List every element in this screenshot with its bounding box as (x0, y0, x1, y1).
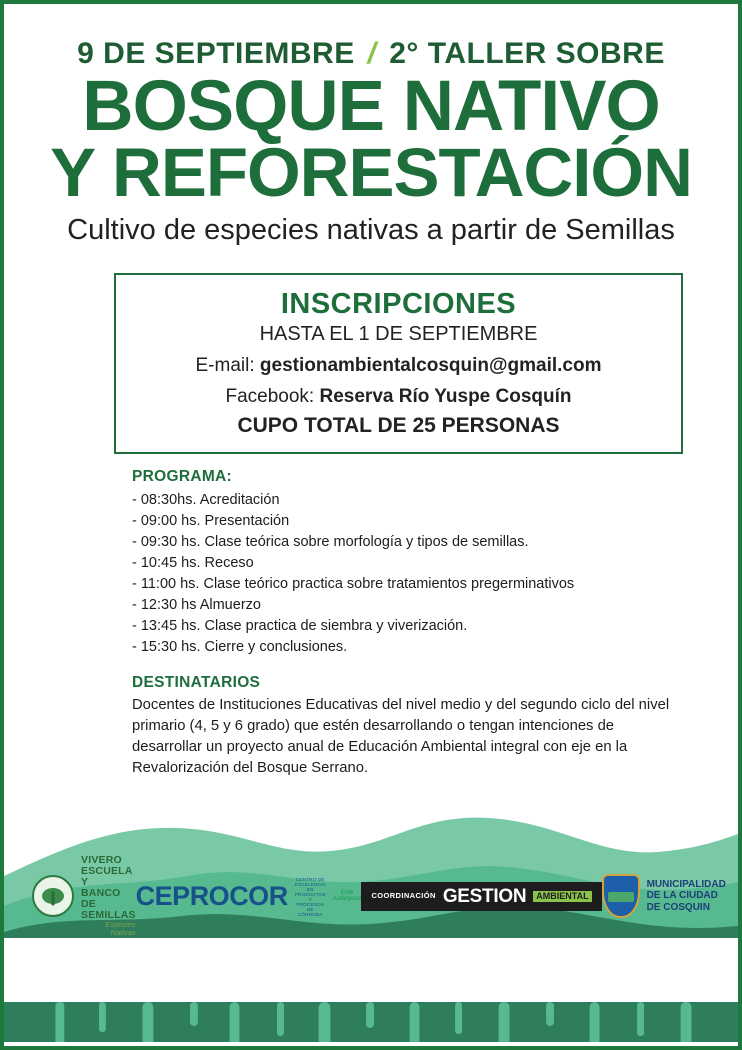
recipients-section (132, 674, 680, 779)
separator-slash: / (367, 37, 377, 70)
facebook-value[interactable]: Reserva Río Yuspe Cosquín (319, 386, 572, 408)
email-value[interactable]: gestionambientalcosquin@gmail.com (259, 355, 602, 377)
event-date: 9 DE SEPTIEMBRE (77, 37, 355, 70)
page-title-line2: Y REFORESTACIÓN (50, 133, 692, 211)
program-item: - 13:45 hs. Clase practica de siembra y viverización. (132, 618, 468, 635)
vivero-line-1: VIVERO ESCUELA Y (81, 854, 133, 889)
program-item: - 08:30hs. Acreditación (132, 492, 280, 509)
program-item: - 15:30 hs. Cierre y conclusiones. (132, 639, 348, 656)
workshop-label: 2° TALLER SOBRE (389, 37, 665, 70)
ceprocor-sub-2: Ente Autárquico (332, 890, 362, 902)
logo-gestion-ambiental (361, 882, 601, 911)
email-label: E-mail: (195, 355, 255, 377)
program-item: - 11:00 hs. Clase teórico practica sobre tratamientos pregerminativos (132, 576, 575, 593)
logo-vivero-escuela (32, 855, 136, 937)
page-title-line1: BOSQUE NATIVO (82, 66, 660, 146)
recipients-body: Docentes de Instituciones Educativas del nivel medio y del segundo ciclo del nivel primario (4, 5 y 6 grado) que estén desarrollando o tengan intenciones de desarrollar un proyecto anual de Educación Ambiental integral con eje en la Revalorización del Bosque Serrano. (132, 697, 670, 777)
logo-strip (4, 854, 738, 938)
facebook-label: Facebook: (225, 386, 315, 408)
vivero-line-3: Especies Nativas (105, 920, 136, 938)
ceprocor-sub-1: CENTRO DE EXCELENCIA EN PRODUCTOS Y PROCESOS DE CÓRDOBA (294, 876, 326, 917)
inscriptions-title: INSCRIPCIONES (280, 288, 517, 321)
program-title: PROGRAMA: (132, 468, 232, 486)
vivero-line-2: BANCO DE SEMILLAS (81, 887, 136, 922)
tree-seal-icon (32, 875, 74, 917)
gestion-line-2: GESTION (442, 885, 527, 907)
email-row (126, 355, 671, 377)
program-item: - 09:00 hs. Presentación (132, 513, 290, 530)
muni-line-3: DE COSQUIN (646, 901, 710, 913)
gestion-line-3: AMBIENTAL (533, 891, 591, 902)
capacity-text: CUPO TOTAL DE 25 PERSONAS (237, 414, 560, 438)
logo-ceprocor (136, 876, 362, 917)
inscriptions-box (114, 273, 683, 454)
facebook-row (126, 386, 671, 408)
page-subtitle: Cultivo de especies nativas a partir de Semillas (67, 214, 675, 247)
muni-line-1: MUNICIPALIDAD (646, 878, 726, 890)
gestion-line-1: COORDINACIÓN (371, 890, 436, 900)
header-line-1 (32, 38, 710, 70)
poster-header (4, 4, 738, 247)
logo-municipalidad (602, 874, 726, 918)
program-item: - 09:30 hs. Clase teórica sobre morfología y tipos de semillas. (132, 534, 529, 551)
shield-icon (602, 874, 640, 918)
program-section (132, 468, 698, 658)
muni-line-2: DE LA CIUDAD (646, 890, 718, 902)
ceprocor-name: CEPROCOR (135, 880, 288, 911)
program-item: - 12:30 hs Almuerzo (132, 597, 261, 614)
program-item: - 10:45 hs. Receso (132, 555, 254, 572)
recipients-title: DESTINATARIOS (132, 674, 261, 692)
inscriptions-deadline: HASTA EL 1 DE SEPTIEMBRE (259, 323, 538, 346)
